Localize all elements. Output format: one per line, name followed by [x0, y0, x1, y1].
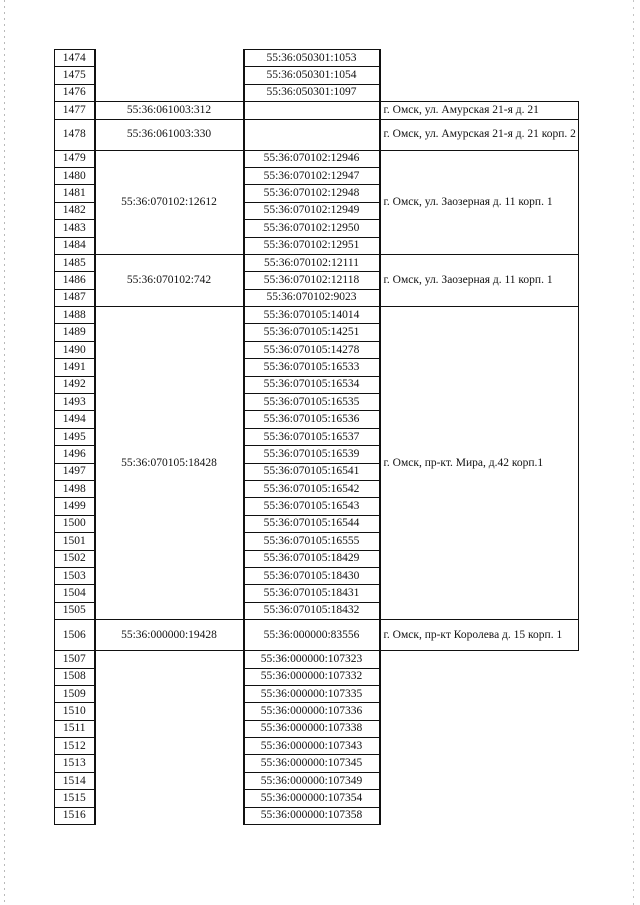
cadastral-number [244, 119, 380, 150]
cadastral-number: 55:36:000000:107338 [244, 720, 380, 737]
cadastral-number: 55:36:000000:107345 [244, 755, 380, 772]
row-number: 1492 [55, 376, 95, 393]
row-number: 1478 [55, 119, 95, 150]
row-number: 1491 [55, 359, 95, 376]
row-number: 1504 [55, 585, 95, 602]
cadastral-number: 55:36:000000:107354 [244, 790, 380, 807]
row-number: 1497 [55, 463, 95, 480]
cadastral-number: 55:36:070105:16541 [244, 463, 380, 480]
table-row [55, 254, 579, 271]
row-number: 1501 [55, 533, 95, 550]
cadastral-number: 55:36:000000:107358 [244, 807, 380, 824]
parcel-cell [95, 651, 244, 825]
cadastral-number: 55:36:070105:14014 [244, 307, 380, 324]
row-number: 1494 [55, 411, 95, 428]
row-number: 1502 [55, 550, 95, 567]
cadastral-number: 55:36:070105:18430 [244, 567, 380, 584]
row-number: 1474 [55, 50, 95, 67]
cadastral-number: 55:36:070105:16534 [244, 376, 380, 393]
row-number: 1500 [55, 515, 95, 532]
cadastral-number: 55:36:070102:9023 [244, 289, 380, 306]
cadastral-number: 55:36:070105:16543 [244, 498, 380, 515]
row-number: 1506 [55, 620, 95, 651]
cadastral-number: 55:36:070102:12946 [244, 150, 380, 167]
cadastral-number: 55:36:070105:18429 [244, 550, 380, 567]
row-number: 1496 [55, 446, 95, 463]
scan-edge-left [4, 0, 5, 905]
row-number: 1512 [55, 738, 95, 755]
cadastral-number: 55:36:000000:107332 [244, 668, 380, 685]
row-number: 1513 [55, 755, 95, 772]
address: г. Омск, пр-кт. Мира, д.42 корп.1 [380, 307, 579, 620]
cadastral-number: 55:36:070102:12111 [244, 254, 380, 271]
cadastral-number: 55:36:070102:12949 [244, 202, 380, 219]
table-row [55, 102, 579, 119]
parcel-cell [95, 50, 244, 102]
address: г. Омск, ул. Амурская 21-я д. 21 [380, 102, 579, 119]
row-number: 1475 [55, 67, 95, 84]
row-number: 1505 [55, 602, 95, 619]
cadastral-number: 55:36:070105:16544 [244, 515, 380, 532]
row-number: 1508 [55, 668, 95, 685]
parcel-number: 55:36:061003:312 [95, 102, 244, 119]
parcel-number: 55:36:061003:330 [95, 119, 244, 150]
row-number: 1516 [55, 807, 95, 824]
row-number: 1490 [55, 341, 95, 358]
cadastral-number: 55:36:070105:18431 [244, 585, 380, 602]
parcel-number: 55:36:000000:19428 [95, 620, 244, 651]
row-number: 1483 [55, 220, 95, 237]
row-number: 1510 [55, 703, 95, 720]
cadastral-number: 55:36:000000:107343 [244, 738, 380, 755]
cadastral-number: 55:36:050301:1054 [244, 67, 380, 84]
row-number: 1509 [55, 685, 95, 702]
row-number: 1514 [55, 772, 95, 789]
table-row [55, 150, 579, 167]
address: г. Омск, ул. Амурская 21-я д. 21 корп. 2 [380, 119, 579, 150]
row-number: 1476 [55, 84, 95, 101]
address-cell [380, 651, 579, 825]
row-number: 1511 [55, 720, 95, 737]
cadastral-number: 55:36:070102:12947 [244, 167, 380, 184]
cadastral-number: 55:36:070102:12948 [244, 185, 380, 202]
table-row [55, 620, 579, 651]
cadastral-number: 55:36:070105:16555 [244, 533, 380, 550]
parcel-number: 55:36:070102:742 [95, 254, 244, 306]
table-row [55, 50, 579, 67]
cadastral-number: 55:36:050301:1053 [244, 50, 380, 67]
address: г. Омск, ул. Заозерная д. 11 корп. 1 [380, 254, 579, 306]
cadastral-number: 55:36:070105:18432 [244, 602, 380, 619]
row-number: 1503 [55, 567, 95, 584]
cadastral-registry-table [54, 49, 579, 825]
cadastral-number: 55:36:050301:1097 [244, 84, 380, 101]
cadastral-number: 55:36:070105:16535 [244, 394, 380, 411]
cadastral-number: 55:36:000000:107335 [244, 685, 380, 702]
cadastral-number: 55:36:000000:107349 [244, 772, 380, 789]
scan-edge-right [633, 0, 634, 905]
row-number: 1482 [55, 202, 95, 219]
address-cell [380, 50, 579, 102]
row-number: 1477 [55, 102, 95, 119]
cadastral-number: 55:36:070105:14278 [244, 341, 380, 358]
cadastral-number: 55:36:070102:12951 [244, 237, 380, 254]
cadastral-number: 55:36:070105:16533 [244, 359, 380, 376]
address: г. Омск, пр-кт Королева д. 15 корп. 1 [380, 620, 579, 651]
row-number: 1485 [55, 254, 95, 271]
cadastral-number: 55:36:070105:16542 [244, 480, 380, 497]
cadastral-number: 55:36:000000:107323 [244, 651, 380, 668]
table-row [55, 307, 579, 324]
row-number: 1484 [55, 237, 95, 254]
row-number: 1481 [55, 185, 95, 202]
parcel-number: 55:36:070105:18428 [95, 307, 244, 620]
row-number: 1493 [55, 394, 95, 411]
cadastral-number [244, 102, 380, 119]
row-number: 1480 [55, 167, 95, 184]
cadastral-number: 55:36:000000:107336 [244, 703, 380, 720]
row-number: 1486 [55, 272, 95, 289]
row-number: 1495 [55, 428, 95, 445]
row-number: 1487 [55, 289, 95, 306]
row-number: 1499 [55, 498, 95, 515]
row-number: 1488 [55, 307, 95, 324]
cadastral-number: 55:36:070105:16537 [244, 428, 380, 445]
address: г. Омск, ул. Заозерная д. 11 корп. 1 [380, 150, 579, 254]
row-number: 1498 [55, 480, 95, 497]
cadastral-number: 55:36:070105:16536 [244, 411, 380, 428]
table-row [55, 651, 579, 668]
parcel-number: 55:36:070102:12612 [95, 150, 244, 254]
table-row [55, 119, 579, 150]
cadastral-number: 55:36:070102:12950 [244, 220, 380, 237]
cadastral-number: 55:36:070105:16539 [244, 446, 380, 463]
row-number: 1515 [55, 790, 95, 807]
row-number: 1489 [55, 324, 95, 341]
row-number: 1507 [55, 651, 95, 668]
cadastral-number: 55:36:000000:83556 [244, 620, 380, 651]
cadastral-number: 55:36:070105:14251 [244, 324, 380, 341]
cadastral-number: 55:36:070102:12118 [244, 272, 380, 289]
row-number: 1479 [55, 150, 95, 167]
